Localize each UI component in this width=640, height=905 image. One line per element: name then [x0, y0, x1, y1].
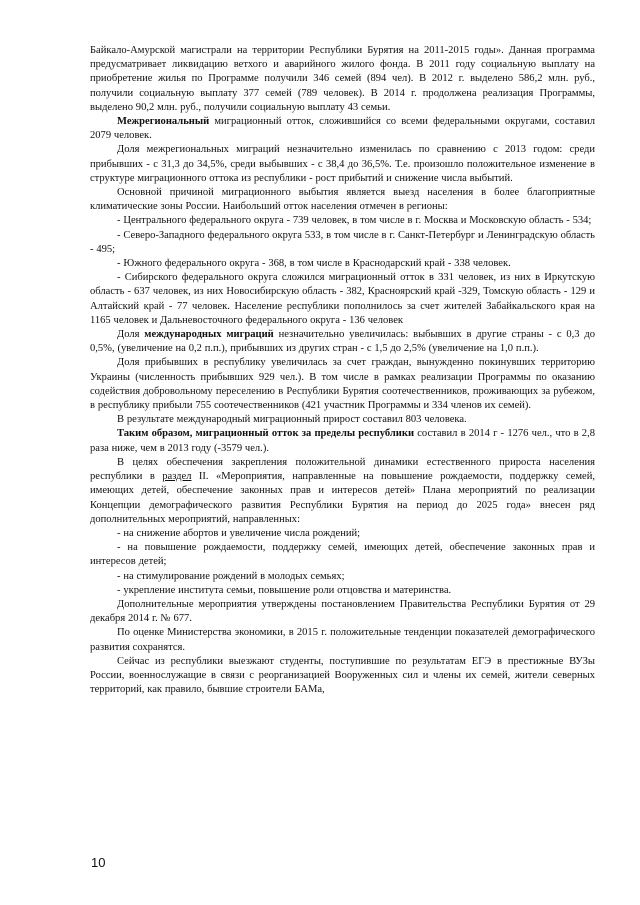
section-link[interactable]: раздел — [162, 471, 192, 483]
list-item-central-district: - Центрального федерального округа - 739 человек, в том числе в г. Москва и Московскую область - 534; — [117, 215, 592, 227]
list-item-siberian-district: - Сибирского федерального округа сложился миграционный отток в 331 человек, из них в Иркутскую область - 637 человек, из них Новосибирскую область - 382, Красноярский край -329, Томскую область - 129 и Алтайский край - 77 человек. Население республики пополнилось за счет жителей Забайкальского края на 1165 человек и Дальневосточного федерального округа - 136 человек — [90, 272, 595, 326]
list-item-abortion-reduction: - на снижение абортов и увеличение числа рождений; — [117, 527, 361, 539]
bold-term-interregional: Межрегиональный — [117, 116, 210, 128]
list-item-birth-rate-support: - на повышение рождаемости, поддержку семей, имеющих детей, обеспечение законных прав и интересов детей; — [90, 542, 595, 568]
paragraph-interregional-share: Доля межрегиональных миграций незначительно изменилась по сравнению с 2013 годом: среди прибывших - с 31,3 до 34,5%, среди выбывших - с 38,4 до 36,5%. Т.е. произошло положительное изменение в структуре миграционного оттока из республики - рост прибытий и снижение числа выбытий. — [90, 144, 595, 184]
paragraph-demographic-plan — [90, 456, 595, 527]
bold-term-outflow-summary: Таким образом, миграционный отток за пределы республики — [117, 428, 415, 440]
list-item-south-district: - Южного федерального округа - 368, в том числе в Краснодарский край - 338 человек. — [117, 258, 511, 270]
document-page — [90, 44, 595, 697]
page-number: 10 — [91, 855, 106, 870]
paragraph-current-emigration: Сейчас из республики выезжают студенты, поступившие по результатам ЕГЭ в престижные ВУЗы России, военнослужащие в связи с реорганизацией Вооруженных сил и члены их семей, жители северных территорий, как правило, бывшие строители БАМа, — [90, 655, 595, 696]
paragraph-international-migration — [90, 328, 595, 356]
paragraph-text: незначительно увеличилась: выбывших в другие страны - с 0,3 до 0,5%, (увеличение на 0,2 п.п.), прибывших из других стран - с 1,5 до 2,5% (увеличение на 1,0 п.п.). — [90, 329, 596, 355]
bold-term-international: международных миграций — [144, 329, 274, 341]
paragraph-baikal-amur-program: Байкало-Амурской магистрали на территории Республики Бурятия на 2011-2015 годы». Данная программа предусматривает ликвидацию ветхого и аварийного жилого фонда. В 2011 году социальную выплату на приобретение жилья по Программе получили 346 семей (894 чел). В 2012 г. выделено 586,2 млн. руб., получили социальную выплату 377 семей (789 человек). В 2014 г. продолжена реализация Программы, выделено 90,2 млн. руб., получили социальную выплату 43 семьи. — [90, 45, 595, 113]
paragraph-international-growth: В результате международный миграционный прирост составил 803 человека. — [117, 414, 467, 426]
paragraph-text: составил в 2014 г - 1276 чел., что в 2,8 раза ниже, чем в 2013 году (-3579 чел.). — [90, 428, 595, 454]
paragraph-lead: В целях обеспечения закрепления положительной динамики естественного прироста населения республики в — [90, 456, 595, 483]
list-item-northwest-district: - Северо-Западного федерального округа 533, в том числе в г. Санкт-Петербург и Ленинградскую область - 495; — [90, 229, 595, 255]
paragraph-ukraine-arrivals: Доля прибывших в республику увеличилась за счет граждан, вынужденно покинувших территорию Украины (численность прибывших 929 чел.). В том числе в рамках реализации Программы по оказанию содействия добровольному переселению в Республики Бурятия соотечественников, проживающих за рубежом, в республику прибыли 755 соотечественников (421 участник Программы и 334 членов их семей). — [90, 357, 595, 412]
paragraph-lead: Доля — [117, 329, 145, 341]
paragraph-main-cause: Основной причиной миграционного выбытия является выезд населения в более благоприятные климатические зоны России. Наибольший отток населения отмечен в регионы: — [90, 187, 595, 213]
list-item-young-families: - на стимулирование рождений в молодых семьях; — [117, 570, 345, 582]
paragraph-ministry-forecast: По оценке Министерства экономики, в 2015 г. положительные тенденции показателей демографического развития сохранятся. — [90, 627, 595, 653]
list-item-family-institution: - укрепление института семьи, повышение роли отцовства и материнства. — [117, 584, 452, 596]
paragraph-interregional-outflow — [90, 115, 595, 143]
paragraph-outflow-summary — [90, 427, 595, 455]
paragraph-government-decree: Дополнительные мероприятия утверждены постановлением Правительства Республики Бурятия от 29 декабря 2014 г. № 677. — [90, 598, 595, 625]
paragraph-text: миграционный отток, сложившийся со всеми федеральными округами, составил 2079 человек. — [90, 116, 595, 142]
paragraph-text: II. «Мероприятия, направленные на повышение рождаемости, поддержку семей, имеющих детей, обеспечение законных прав и интересов детей» Плана мероприятий по реализации Концепции демографического развития Республики Бурятия на период до 2025 года» внесен ряд дополнительных мероприятий, направленных: — [90, 471, 595, 525]
